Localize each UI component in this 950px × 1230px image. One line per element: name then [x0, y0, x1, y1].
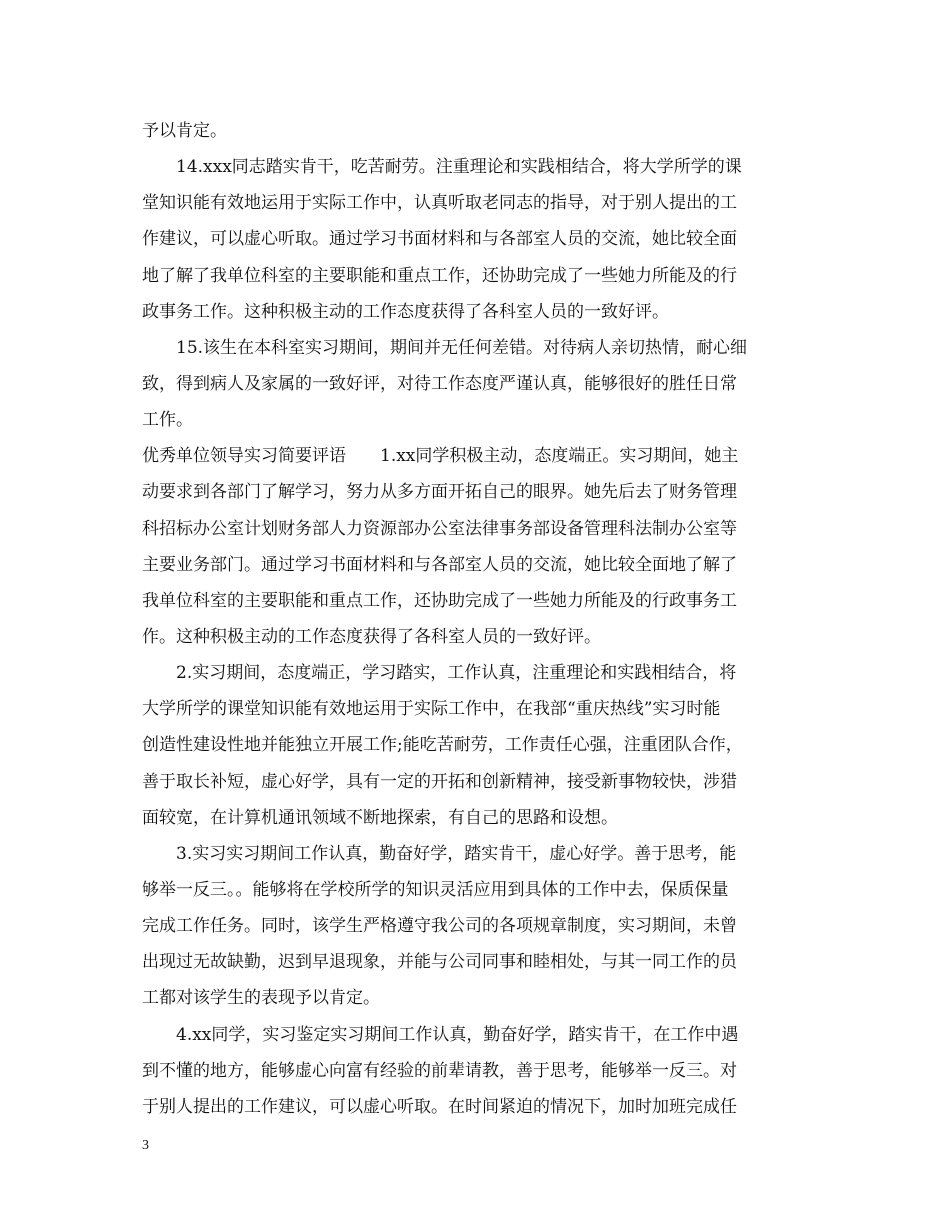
paragraph-start-line: 3.实习实习期间工作认真，勤奋好学，踏实肯干，虚心好学。善于思考，能: [176, 843, 737, 864]
text-line: 工作。: [142, 410, 193, 431]
text-line: 科招标办公室计划财务部人力资源部办公室法律事务部设备管理科法制办公室等: [142, 518, 737, 539]
text-line: 出现过无故缺勤，迟到早退现象，并能与公司同事和睦相处，与其一同工作的员: [142, 952, 737, 973]
text-line: 到不懂的地方，能够虚心向富有经验的前辈请教，善于思考，能够举一反三。对: [142, 1060, 737, 1081]
text-line: 于别人提出的工作建议，可以虚心听取。在时间紧迫的情况下，加时加班完成任: [142, 1096, 737, 1117]
text-line: 大学所学的课堂知识能有效地运用于实际工作中，在我部“重庆热线”实习时能: [142, 699, 721, 720]
text-line: 主要业务部门。通过学习书面材料和与各部室人员的交流，她比较全面地了解了: [142, 554, 737, 575]
paragraph-start-line: 2.实习期间，态度端正，学习踏实，工作认真，注重理论和实践相结合，将: [176, 663, 737, 684]
text-line: 予以肯定。: [142, 121, 227, 141]
text-line: 创造性建设性地并能独立开展工作;能吃苦耐劳，工作责任心强，注重团队合作，: [142, 735, 743, 756]
text-line: 致，得到病人及家属的一致好评，对待工作态度严谨认真，能够很好的胜任日常: [142, 373, 737, 394]
body-text: [142, 113, 812, 1125]
section-heading-line: 优秀单位领导实习简要评语 1.xx同学积极主动，态度端正。实习期间，她主: [142, 446, 739, 467]
text-line: 堂知识能有效地运用于实际工作中，认真听取老同志的指导，对于别人提出的工: [142, 193, 737, 214]
text-line: 面较宽，在计算机通讯领域不断地探索，有自己的思路和设想。: [142, 807, 618, 828]
text-line: 善于取长补短，虚心好学，具有一定的开拓和创新精神，接受新事物较快，涉猎: [142, 771, 737, 792]
text-line: 作建议，可以虚心听取。通过学习书面材料和与各部室人员的交流，她比较全面: [142, 229, 737, 250]
text-line: 地了解了我单位科室的主要职能和重点工作，还协助完成了一些她力所能及的行: [142, 265, 737, 286]
page-number: 3: [142, 1138, 149, 1153]
text-line: 够举一反三。。能够将在学校所学的知识灵活应用到具体的工作中去，保质保量: [142, 879, 729, 900]
text-line: 工都对该学生的表现予以肯定。: [142, 988, 380, 1009]
paragraph-start-line: 4.xx同学，实习鉴定实习期间工作认真，勤奋好学，踏实肯干，在工作中遇: [176, 1024, 739, 1045]
text-line: 政事务工作。这种积极主动的工作态度获得了各科室人员的一致好评。: [142, 301, 669, 322]
text-line: 动要求到各部门了解学习，努力从多方面开拓自己的眼界。她先后去了财务管理: [142, 482, 737, 503]
text-line: 作。这种积极主动的工作态度获得了各科室人员的一致好评。: [142, 626, 601, 647]
paragraph-start-line: 15.该生在本科室实习期间，期间并无任何差错。对待病人亲切热情，耐心细: [176, 337, 748, 358]
paragraph-start-line: 14.xxx同志踏实肯干，吃苦耐劳。注重理论和实践相结合，将大学所学的课: [176, 157, 742, 178]
text-line: 完成工作任务。同时，该学生严格遵守我公司的各项规章制度，实习期间，未曾: [142, 916, 737, 937]
text-line: 我单位科室的主要职能和重点工作，还协助完成了一些她力所能及的行政事务工: [142, 590, 737, 611]
